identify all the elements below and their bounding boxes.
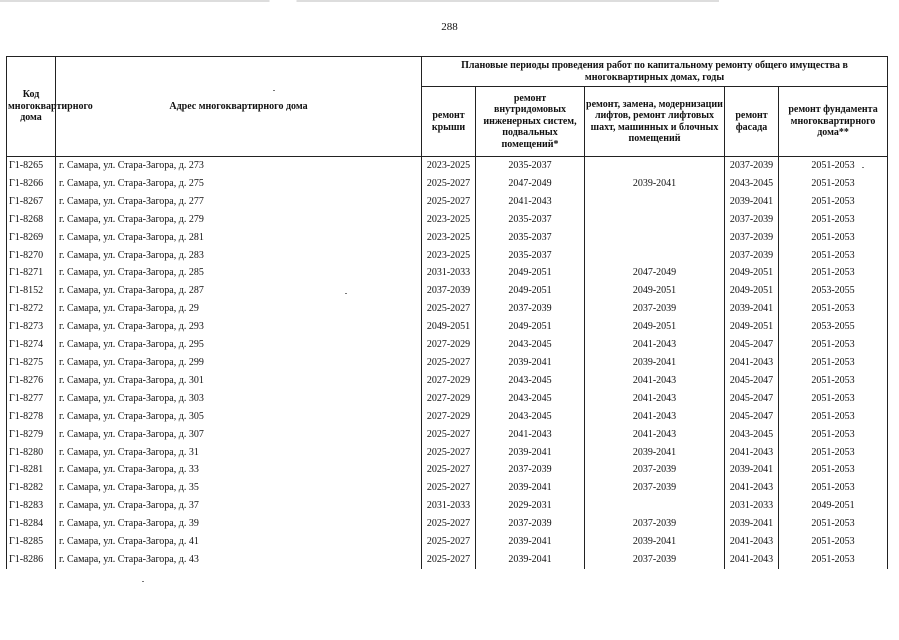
- cell-address: г. Самара, ул. Стара-Загора, д. 293: [56, 318, 422, 336]
- cell-address: г. Самара, ул. Стара-Загора, д. 307: [56, 426, 422, 444]
- cell-address: г. Самара, ул. Стара-Загора, д. 33: [56, 461, 422, 479]
- cell-roof: 2025-2027: [422, 479, 476, 497]
- cell-code: Г1-8286: [7, 551, 56, 569]
- cell-facade: 2037-2039: [725, 211, 779, 229]
- header-facade: ремонт фасада: [725, 87, 779, 157]
- cell-elevators: 2049-2051: [585, 282, 725, 300]
- table-body: [7, 157, 888, 569]
- cell-foundation: 2049-2051: [779, 497, 888, 515]
- cell-engineering-systems: 2037-2039: [476, 300, 585, 318]
- cell-facade: 2049-2051: [725, 318, 779, 336]
- cell-engineering-systems: 2049-2051: [476, 282, 585, 300]
- cell-roof: 2023-2025: [422, 247, 476, 265]
- header-planned-periods: Плановые периоды проведения работ по капитальному ремонту общего имущества в многоквартирных домах, годы: [422, 57, 888, 87]
- cell-roof: 2031-2033: [422, 264, 476, 282]
- cell-code: Г1-8277: [7, 390, 56, 408]
- page-number: 288: [441, 21, 458, 33]
- cell-facade: 2041-2043: [725, 479, 779, 497]
- cell-foundation: 2051-2053: [779, 408, 888, 426]
- cell-engineering-systems: 2035-2037: [476, 157, 585, 175]
- cell-facade: 2039-2041: [725, 461, 779, 479]
- scan-speck: [142, 581, 144, 582]
- table-row: [7, 390, 888, 408]
- cell-code: Г1-8285: [7, 533, 56, 551]
- cell-address: г. Самара, ул. Стара-Загора, д. 305: [56, 408, 422, 426]
- table-row: [7, 372, 888, 390]
- cell-roof: 2025-2027: [422, 533, 476, 551]
- cell-roof: 2025-2027: [422, 461, 476, 479]
- cell-elevators: 2041-2043: [585, 408, 725, 426]
- cell-engineering-systems: 2039-2041: [476, 533, 585, 551]
- cell-engineering-systems: 2041-2043: [476, 426, 585, 444]
- header-engineering-systems: ремонт внутридомовых инженерных систем, подвальных помещений*: [476, 87, 585, 157]
- cell-foundation: 2051-2053: [779, 479, 888, 497]
- cell-foundation: 2051-2053: [779, 157, 888, 175]
- cell-address: г. Самара, ул. Стара-Загора, д. 299: [56, 354, 422, 372]
- cell-elevators: 2037-2039: [585, 551, 725, 569]
- cell-engineering-systems: 2037-2039: [476, 515, 585, 533]
- cell-address: г. Самара, ул. Стара-Загора, д. 37: [56, 497, 422, 515]
- cell-address: г. Самара, ул. Стара-Загора, д. 301: [56, 372, 422, 390]
- cell-elevators: 2041-2043: [585, 336, 725, 354]
- cell-facade: 2049-2051: [725, 264, 779, 282]
- cell-foundation: 2051-2053: [779, 193, 888, 211]
- cell-engineering-systems: 2035-2037: [476, 229, 585, 247]
- cell-roof: 2025-2027: [422, 426, 476, 444]
- cell-engineering-systems: 2049-2051: [476, 264, 585, 282]
- cell-roof: 2027-2029: [422, 336, 476, 354]
- cell-foundation: 2051-2053: [779, 336, 888, 354]
- cell-roof: 2027-2029: [422, 390, 476, 408]
- cell-engineering-systems: 2037-2039: [476, 461, 585, 479]
- cell-elevators: 2041-2043: [585, 390, 725, 408]
- cell-address: г. Самара, ул. Стара-Загора, д. 275: [56, 175, 422, 193]
- cell-foundation: 2053-2055: [779, 318, 888, 336]
- cell-foundation: 2051-2053: [779, 426, 888, 444]
- cell-roof: 2025-2027: [422, 551, 476, 569]
- cell-elevators: 2037-2039: [585, 300, 725, 318]
- cell-elevators: 2041-2043: [585, 372, 725, 390]
- cell-engineering-systems: 2039-2041: [476, 479, 585, 497]
- table-row: [7, 193, 888, 211]
- cell-code: Г1-8267: [7, 193, 56, 211]
- cell-code: Г1-8284: [7, 515, 56, 533]
- table-row: [7, 229, 888, 247]
- cell-code: Г1-8271: [7, 264, 56, 282]
- cell-foundation: 2051-2053: [779, 533, 888, 551]
- cell-foundation: 2051-2053: [779, 354, 888, 372]
- cell-address: г. Самара, ул. Стара-Загора, д. 39: [56, 515, 422, 533]
- cell-engineering-systems: 2035-2037: [476, 247, 585, 265]
- cell-engineering-systems: 2043-2045: [476, 408, 585, 426]
- cell-elevators: [585, 247, 725, 265]
- cell-elevators: 2041-2043: [585, 426, 725, 444]
- cell-engineering-systems: 2041-2043: [476, 193, 585, 211]
- table-row: [7, 426, 888, 444]
- cell-facade: 2031-2033: [725, 497, 779, 515]
- cell-foundation: 2051-2053: [779, 551, 888, 569]
- cell-code: Г1-8278: [7, 408, 56, 426]
- header-code: Код многоквартирного дома: [7, 57, 56, 157]
- cell-code: Г1-8279: [7, 426, 56, 444]
- cell-foundation: 2053-2055: [779, 282, 888, 300]
- cell-address: г. Самара, ул. Стара-Загора, д. 287: [56, 282, 422, 300]
- cell-facade: 2043-2045: [725, 426, 779, 444]
- top-scan-edge: [0, 0, 899, 2]
- table-row: [7, 318, 888, 336]
- cell-foundation: 2051-2053: [779, 300, 888, 318]
- cell-foundation: 2051-2053: [779, 175, 888, 193]
- cell-elevators: [585, 193, 725, 211]
- cell-facade: 2045-2047: [725, 372, 779, 390]
- cell-code: Г1-8282: [7, 479, 56, 497]
- table-row: [7, 444, 888, 462]
- cell-facade: 2037-2039: [725, 247, 779, 265]
- cell-address: г. Самара, ул. Стара-Загора, д. 43: [56, 551, 422, 569]
- cell-code: Г1-8280: [7, 444, 56, 462]
- cell-address: г. Самара, ул. Стара-Загора, д. 41: [56, 533, 422, 551]
- cell-facade: 2041-2043: [725, 354, 779, 372]
- cell-address: г. Самара, ул. Стара-Загора, д. 31: [56, 444, 422, 462]
- cell-facade: 2045-2047: [725, 408, 779, 426]
- capital-repair-schedule-table: [6, 56, 888, 569]
- scan-speck: [345, 293, 347, 294]
- cell-engineering-systems: 2029-2031: [476, 497, 585, 515]
- cell-elevators: 2047-2049: [585, 264, 725, 282]
- cell-code: Г1-8274: [7, 336, 56, 354]
- cell-engineering-systems: 2043-2045: [476, 390, 585, 408]
- cell-elevators: 2037-2039: [585, 515, 725, 533]
- cell-roof: 2025-2027: [422, 444, 476, 462]
- cell-address: г. Самара, ул. Стара-Загора, д. 35: [56, 479, 422, 497]
- table-row: [7, 533, 888, 551]
- table-row: [7, 354, 888, 372]
- cell-facade: 2041-2043: [725, 444, 779, 462]
- cell-code: Г1-8272: [7, 300, 56, 318]
- cell-code: Г1-8275: [7, 354, 56, 372]
- cell-code: Г1-8270: [7, 247, 56, 265]
- cell-roof: 2025-2027: [422, 300, 476, 318]
- cell-foundation: 2051-2053: [779, 372, 888, 390]
- cell-engineering-systems: 2043-2045: [476, 372, 585, 390]
- table-row: [7, 551, 888, 569]
- scan-speck: [862, 167, 864, 168]
- cell-facade: 2039-2041: [725, 300, 779, 318]
- cell-roof: 2025-2027: [422, 354, 476, 372]
- table-row: [7, 300, 888, 318]
- cell-engineering-systems: 2039-2041: [476, 444, 585, 462]
- cell-engineering-systems: 2043-2045: [476, 336, 585, 354]
- cell-elevators: 2039-2041: [585, 354, 725, 372]
- cell-code: Г1-8276: [7, 372, 56, 390]
- cell-address: г. Самара, ул. Стара-Загора, д. 273: [56, 157, 422, 175]
- cell-foundation: 2051-2053: [779, 461, 888, 479]
- table-row: [7, 497, 888, 515]
- table-row: [7, 211, 888, 229]
- cell-roof: 2023-2025: [422, 157, 476, 175]
- cell-foundation: 2051-2053: [779, 247, 888, 265]
- cell-address: г. Самара, ул. Стара-Загора, д. 281: [56, 229, 422, 247]
- cell-facade: 2041-2043: [725, 533, 779, 551]
- cell-address: г. Самара, ул. Стара-Загора, д. 283: [56, 247, 422, 265]
- cell-address: г. Самара, ул. Стара-Загора, д. 303: [56, 390, 422, 408]
- cell-foundation: 2051-2053: [779, 264, 888, 282]
- table-row: [7, 479, 888, 497]
- cell-engineering-systems: 2047-2049: [476, 175, 585, 193]
- header-foundation: ремонт фундамента многоквартирного дома**: [779, 87, 888, 157]
- header-elevators: ремонт, замена, модернизации лифтов, ремонт лифтовых шахт, машинных и блочных помещений: [585, 87, 725, 157]
- cell-code: Г1-8273: [7, 318, 56, 336]
- cell-elevators: 2037-2039: [585, 461, 725, 479]
- cell-address: г. Самара, ул. Стара-Загора, д. 295: [56, 336, 422, 354]
- cell-roof: 2023-2025: [422, 229, 476, 247]
- cell-address: г. Самара, ул. Стара-Загора, д. 279: [56, 211, 422, 229]
- header-roof: ремонт крыши: [422, 87, 476, 157]
- cell-foundation: 2051-2053: [779, 390, 888, 408]
- table-row: [7, 408, 888, 426]
- cell-roof: 2031-2033: [422, 497, 476, 515]
- cell-engineering-systems: 2039-2041: [476, 354, 585, 372]
- cell-code: Г1-8281: [7, 461, 56, 479]
- cell-facade: 2043-2045: [725, 175, 779, 193]
- cell-address: г. Самара, ул. Стара-Загора, д. 277: [56, 193, 422, 211]
- cell-engineering-systems: 2049-2051: [476, 318, 585, 336]
- cell-elevators: [585, 497, 725, 515]
- cell-code: Г1-8268: [7, 211, 56, 229]
- cell-elevators: [585, 211, 725, 229]
- cell-elevators: 2039-2041: [585, 444, 725, 462]
- cell-facade: 2049-2051: [725, 282, 779, 300]
- cell-roof: 2027-2029: [422, 372, 476, 390]
- cell-roof: 2027-2029: [422, 408, 476, 426]
- table-row: [7, 247, 888, 265]
- cell-address: г. Самара, ул. Стара-Загора, д. 29: [56, 300, 422, 318]
- cell-code: Г1-8283: [7, 497, 56, 515]
- cell-code: Г1-8266: [7, 175, 56, 193]
- cell-elevators: 2039-2041: [585, 533, 725, 551]
- cell-roof: 2037-2039: [422, 282, 476, 300]
- cell-foundation: 2051-2053: [779, 211, 888, 229]
- cell-code: Г1-8152: [7, 282, 56, 300]
- cell-roof: 2025-2027: [422, 193, 476, 211]
- cell-facade: 2041-2043: [725, 551, 779, 569]
- cell-facade: 2045-2047: [725, 390, 779, 408]
- cell-code: Г1-8269: [7, 229, 56, 247]
- cell-engineering-systems: 2039-2041: [476, 551, 585, 569]
- table-row: [7, 336, 888, 354]
- cell-facade: 2037-2039: [725, 229, 779, 247]
- cell-elevators: 2037-2039: [585, 479, 725, 497]
- cell-facade: 2039-2041: [725, 193, 779, 211]
- cell-facade: 2039-2041: [725, 515, 779, 533]
- cell-elevators: [585, 229, 725, 247]
- cell-foundation: 2051-2053: [779, 229, 888, 247]
- cell-foundation: 2051-2053: [779, 444, 888, 462]
- cell-elevators: 2039-2041: [585, 175, 725, 193]
- cell-elevators: 2049-2051: [585, 318, 725, 336]
- cell-facade: 2037-2039: [725, 157, 779, 175]
- table-row: [7, 461, 888, 479]
- cell-roof: 2025-2027: [422, 175, 476, 193]
- table-header: [7, 57, 888, 157]
- cell-code: Г1-8265: [7, 157, 56, 175]
- cell-roof: 2049-2051: [422, 318, 476, 336]
- table-row: [7, 264, 888, 282]
- cell-elevators: [585, 157, 725, 175]
- table-row: [7, 175, 888, 193]
- cell-roof: 2025-2027: [422, 515, 476, 533]
- header-address: Адрес многоквартирного дома: [56, 57, 422, 157]
- scan-speck: [273, 90, 275, 91]
- table-row: [7, 282, 888, 300]
- cell-address: г. Самара, ул. Стара-Загора, д. 285: [56, 264, 422, 282]
- cell-roof: 2023-2025: [422, 211, 476, 229]
- cell-facade: 2045-2047: [725, 336, 779, 354]
- cell-engineering-systems: 2035-2037: [476, 211, 585, 229]
- table-row: [7, 515, 888, 533]
- table-row: [7, 157, 888, 175]
- cell-foundation: 2051-2053: [779, 515, 888, 533]
